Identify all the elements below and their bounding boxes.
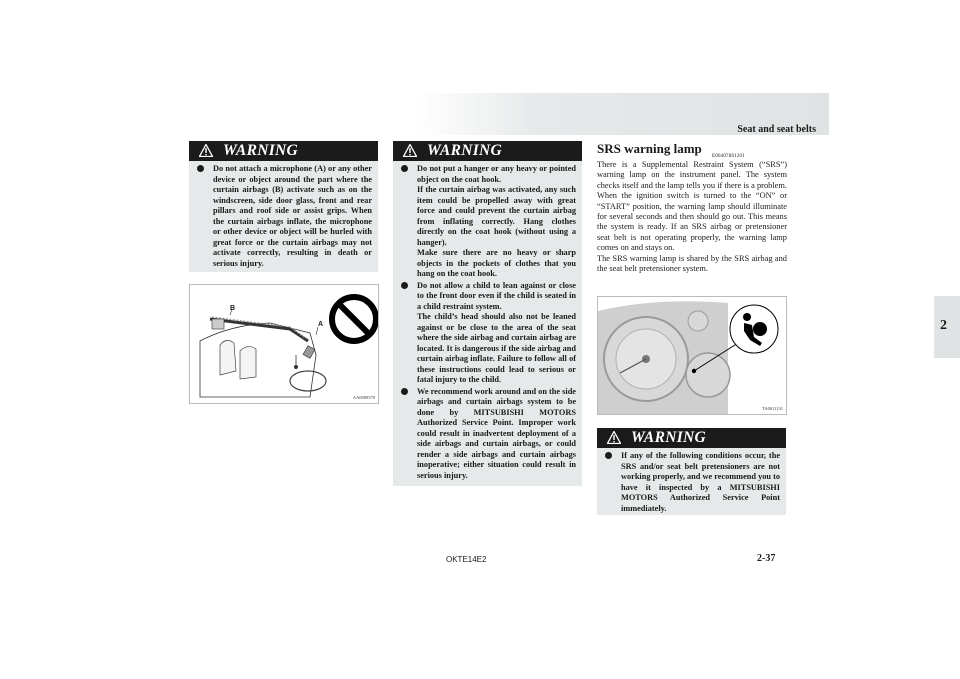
srs-description: There is a Supplemental Restraint System (“SRS”) warning lamp on the instrument panel. The system checks itself and the lamp tells you if there is a problem. When the ignition switch is turned to the “ON” or “START” position, the warning lamp should illuminate for several seconds and then should go out. This means the system is ready. If an SRS airbag or pretensioner seat belt is not operating properly, the warning lamp comes on and stays on. The SRS warning lamp is shared by the SRS airbag and the seat belt pretensioner system. xyxy=(597,160,787,274)
car-interior-illustration xyxy=(190,285,378,403)
warning-triangle-icon xyxy=(199,144,213,157)
figure-code: TA0011131 xyxy=(761,406,783,411)
chapter-number: 2 xyxy=(940,318,947,333)
right-warning-box xyxy=(597,428,786,515)
bullet-icon xyxy=(401,282,408,289)
section-title: Seat and seat belts xyxy=(737,124,816,135)
warning-header xyxy=(597,428,786,448)
warning-item: Do not put a hanger or any heavy or pointed object on the coat hook. If the curtain airbag was activated, any such item could be propelled away with great force and could prevent the curtain airbag from inflating correctly. Hang clothes directly on the coat hook (without using a hanger). Make sure there are no heavy or sharp objects in the pockets of clothes that you hang on the coat hook. xyxy=(401,164,576,280)
label-a: A xyxy=(318,321,324,328)
label-b: B xyxy=(230,305,236,312)
figure-code: AA0089379 xyxy=(352,395,375,400)
curtain-airbag-figure xyxy=(189,284,379,404)
warning-header xyxy=(393,141,582,161)
warning-item: Do not allow a child to lean against or close to the front door even if the child is seated in a child restraint system. The child’s head should also not be leaned against or be close to the area of the seat where the side airbag and curtain airbag are located. It is dangerous if the side airbag and curtain airbag inflate. Failure to follow all of these instructions could lead to serious or fatal injury to the child. xyxy=(401,281,576,386)
warning-triangle-icon xyxy=(607,431,621,444)
warning-title: WARNING xyxy=(223,142,299,159)
warning-header xyxy=(189,141,378,161)
middle-warning-box xyxy=(393,141,582,486)
warning-triangle-icon xyxy=(403,144,417,157)
chapter-tab xyxy=(934,296,960,358)
srs-section-title: SRS warning lamp xyxy=(597,141,702,156)
instrument-panel-figure xyxy=(597,296,787,415)
bullet-icon xyxy=(605,452,612,459)
doc-code: OKTE14E2 xyxy=(446,555,487,564)
warning-item: Do not attach a microphone (A) or any other device or object around the part where the curtain airbags (B) activate such as on the windscreen, side door glass, front and rear pillars and roof side or assist grips. When the curtain airbags inflate, the microphone or other device or object will be hurled with great force or the curtain airbags may not activate correctly, resulting in death or serious injury. xyxy=(197,164,372,269)
srs-section-code: E00407801201 xyxy=(712,154,745,159)
bullet-icon xyxy=(401,388,408,395)
page-number: 2-37 xyxy=(757,553,776,564)
warning-title: WARNING xyxy=(427,142,503,159)
warning-title: WARNING xyxy=(631,429,707,446)
instrument-cluster-illustration xyxy=(598,297,786,414)
left-warning-box xyxy=(189,141,378,272)
bullet-icon xyxy=(197,165,204,172)
bullet-icon xyxy=(401,165,408,172)
warning-item: We recommend work around and on the side airbags and curtain airbags system to be done by MITSUBISHI MOTORS Authorized Service Point. Improper work could result in inadvertent deployment of a side airbags and curtain airbags, or could render a side airbags and curtain airbags inoperative; either situation could result in serious injury. xyxy=(401,387,576,482)
warning-item: If any of the following conditions occur, the SRS and/or seat belt pretensioners are not working properly, and we recommend you to have it inspected by a MITSUBISHI MOTORS Authorized Service Point immediately. xyxy=(605,451,780,514)
